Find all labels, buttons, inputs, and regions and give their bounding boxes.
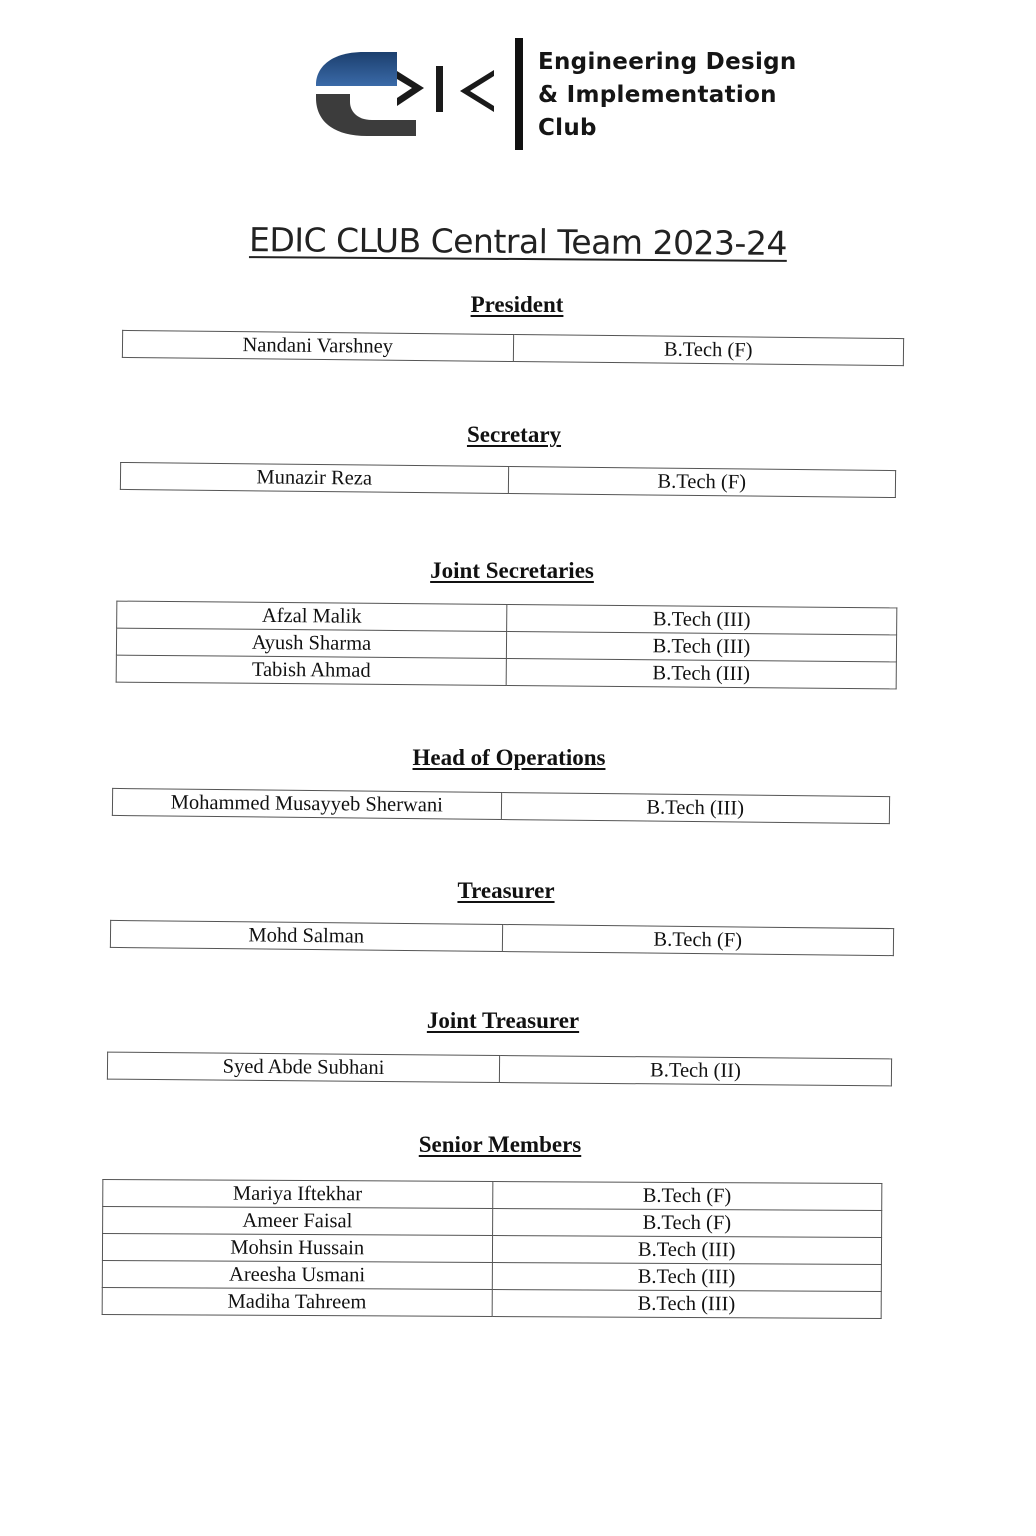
member-course: B.Tech (III) — [492, 1236, 882, 1265]
member-course: B.Tech (II) — [499, 1056, 891, 1086]
member-course: B.Tech (III) — [492, 1262, 882, 1291]
table-row — [116, 655, 896, 689]
member-name: Tabish Ahmad — [116, 655, 506, 685]
member-course: B.Tech (III) — [492, 1289, 882, 1318]
club-name-line-1: Engineering Design — [538, 49, 797, 75]
member-name: Nandani Varshney — [122, 330, 513, 361]
table-row — [122, 330, 903, 365]
club-name — [538, 46, 797, 145]
heading-secretary: Secretary — [466, 422, 562, 447]
club-name-line-3: Club — [538, 115, 597, 141]
member-name: Syed Abde Subhani — [107, 1052, 499, 1082]
heading-joint-secretaries: Joint Secretaries — [430, 558, 594, 583]
member-course: B.Tech (III) — [507, 605, 897, 635]
member-course: B.Tech (F) — [492, 1209, 882, 1238]
member-course: B.Tech (F) — [513, 335, 904, 366]
member-name: Afzal Malik — [117, 601, 507, 631]
member-name: Mohammed Musayyeb Sherwani — [112, 788, 501, 819]
member-name: Mariya Iftekhar — [103, 1179, 493, 1208]
table-row — [103, 1179, 882, 1210]
member-name: Munazir Reza — [120, 462, 508, 493]
table-head-of-operations — [112, 788, 890, 824]
club-name-line-2: & Implementation — [538, 82, 777, 108]
member-course: B.Tech (F) — [502, 925, 894, 956]
member-course: B.Tech (F) — [492, 1182, 882, 1211]
table-row — [102, 1287, 881, 1318]
heading-head-of-operations: Head of Operations — [412, 745, 606, 770]
club-header — [312, 36, 812, 156]
table-row — [110, 920, 893, 955]
edic-logo-icon — [312, 36, 512, 146]
table-secretary — [120, 462, 896, 498]
member-name: Ayush Sharma — [116, 628, 506, 658]
table-row — [112, 788, 889, 823]
table-president — [122, 330, 904, 366]
table-row — [107, 1052, 891, 1086]
table-row — [102, 1233, 881, 1264]
table-treasurer — [110, 920, 894, 956]
table-joint-treasurer — [107, 1052, 892, 1087]
heading-joint-treasurer: Joint Treasurer — [426, 1008, 580, 1033]
member-course: B.Tech (III) — [501, 793, 890, 824]
member-name: Areesha Usmani — [102, 1260, 492, 1289]
table-row — [103, 1206, 882, 1237]
member-name: Mohsin Hussain — [102, 1233, 492, 1262]
table-row — [102, 1260, 881, 1291]
heading-senior-members: Senior Members — [418, 1132, 582, 1157]
page-title: EDIC CLUB Central Team 2023-24 — [248, 220, 788, 263]
logo-divider — [515, 38, 523, 150]
member-course: B.Tech (F) — [508, 467, 896, 498]
heading-president: President — [470, 292, 564, 317]
member-name: Ameer Faisal — [103, 1206, 493, 1235]
member-course: B.Tech (III) — [506, 632, 896, 662]
member-name: Madiha Tahreem — [102, 1287, 492, 1316]
table-row — [120, 462, 895, 497]
member-name: Mohd Salman — [110, 920, 502, 951]
table-senior-members — [102, 1179, 883, 1319]
table-joint-secretaries — [116, 601, 898, 690]
member-course: B.Tech (III) — [506, 658, 896, 688]
heading-treasurer: Treasurer — [457, 878, 555, 903]
